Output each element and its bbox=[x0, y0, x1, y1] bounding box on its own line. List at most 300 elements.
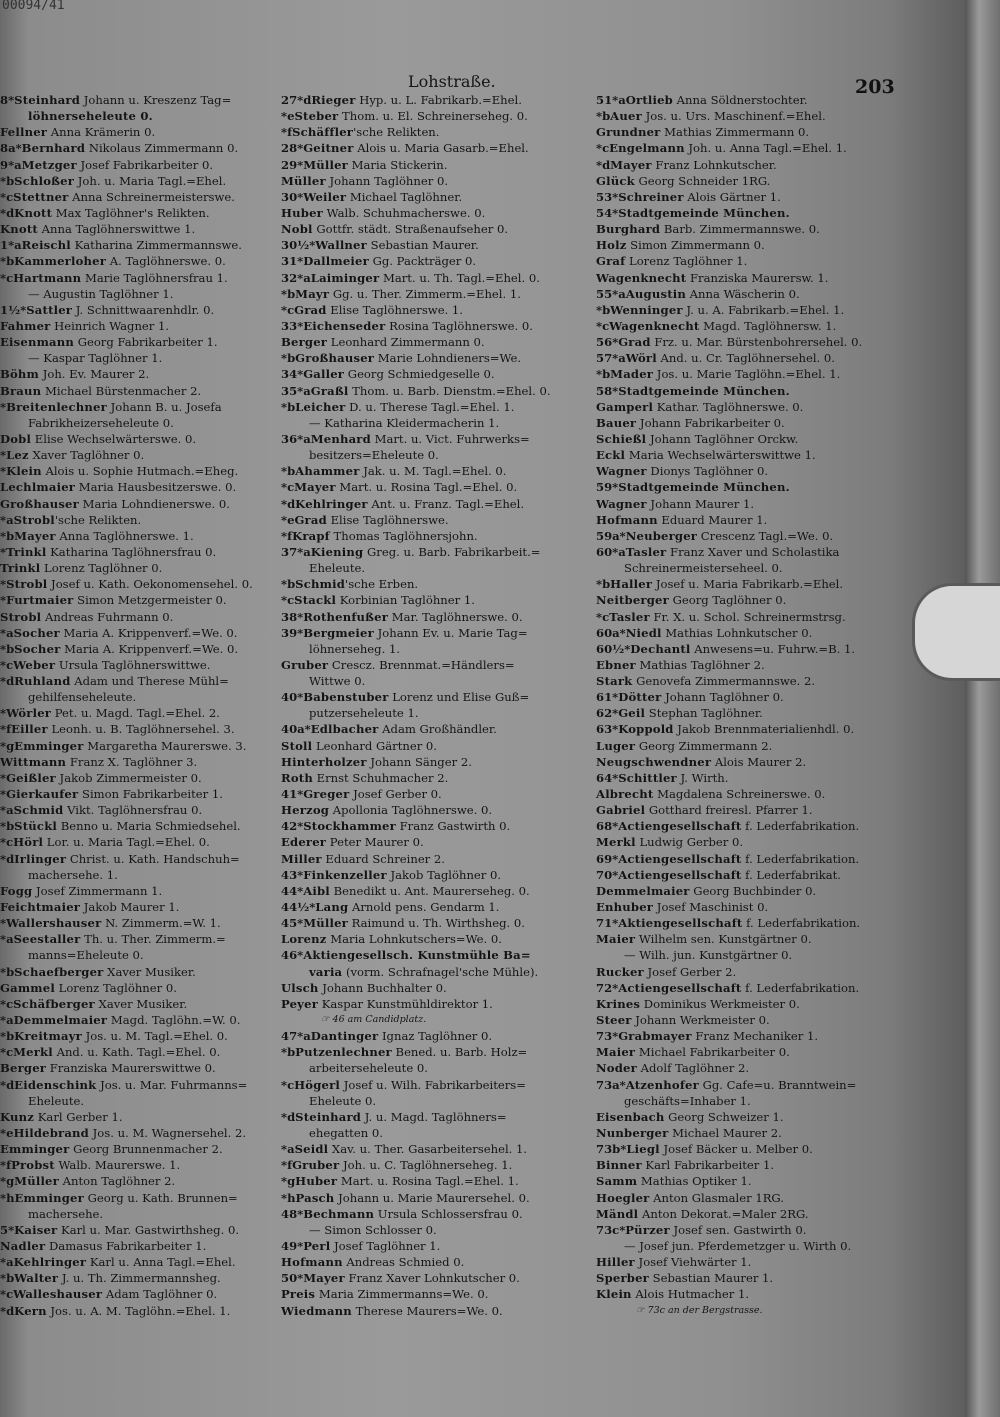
entry-text: Hyp. u. L. Fabrikarb.=Ehel. bbox=[355, 93, 522, 107]
entry-text: Lorenz und Elise Guß= bbox=[388, 690, 530, 705]
directory-entry bbox=[281, 657, 599, 673]
entry-text: Alois Maurer 2. bbox=[711, 754, 807, 769]
surname: Mayer bbox=[294, 480, 336, 495]
entry-text: Ant. u. Franz. Tagl.=Ehel. bbox=[367, 496, 525, 511]
surname: Kehlringer bbox=[295, 496, 368, 511]
entry-text: Eduard Schreiner 2. bbox=[321, 851, 445, 866]
directory-entry bbox=[0, 851, 288, 867]
house-number: 38* bbox=[281, 609, 304, 624]
entry-text: Jos. u. Marie Taglöhn.=Ehel. 1. bbox=[653, 367, 841, 382]
directory-entry bbox=[596, 738, 908, 754]
house-number: 68* bbox=[596, 819, 619, 834]
surname: Dantinger bbox=[310, 1029, 379, 1044]
entry-text: Joh. u. C. Taglöhnerseheg. 1. bbox=[339, 1158, 513, 1173]
directory-entry bbox=[596, 851, 908, 867]
surname: Bauer bbox=[596, 415, 637, 430]
surname: Fellner bbox=[0, 125, 48, 140]
entry-text: Jos. u. M. Wagnersehel. 2. bbox=[88, 1126, 247, 1140]
directory-entry bbox=[596, 1077, 908, 1093]
surname: Berger bbox=[281, 335, 328, 350]
house-number: * bbox=[0, 544, 7, 559]
surname: Augustin bbox=[625, 286, 686, 301]
surname: Lez bbox=[6, 448, 29, 463]
directory-entry bbox=[596, 1206, 908, 1222]
surname: Grad bbox=[294, 512, 327, 527]
directory-entry bbox=[596, 818, 908, 834]
column-middle bbox=[281, 92, 599, 1319]
surname: Irlinger bbox=[14, 851, 67, 866]
entry-text: Alois Gärtner 1. bbox=[683, 189, 781, 204]
house-number: *d bbox=[0, 851, 15, 866]
directory-entry bbox=[281, 867, 599, 883]
surname: Eisenmann bbox=[0, 335, 75, 350]
entry-text: 'sche Relikten. bbox=[54, 512, 142, 527]
entry-text: Georg Zimmermann 2. bbox=[635, 738, 773, 753]
entry-text: Georg Buchbinder 0. bbox=[689, 883, 817, 898]
surname: Actiengesellschaft bbox=[618, 980, 742, 995]
surname: Koppold bbox=[618, 722, 674, 737]
entry-text: And. u. Kath. Tagl.=Ehel. 0. bbox=[52, 1045, 221, 1060]
surname: Aibl bbox=[303, 883, 330, 898]
surname: Perl bbox=[303, 1238, 331, 1253]
directory-entry bbox=[281, 818, 599, 834]
surname: Schäfberger bbox=[13, 996, 95, 1011]
directory-entry bbox=[596, 1270, 908, 1286]
entry-text: Margaretha Maurerswe. 3. bbox=[83, 738, 247, 753]
house-number: *b bbox=[281, 399, 296, 414]
surname: Müller bbox=[14, 1174, 59, 1189]
surname: Stockhammer bbox=[303, 819, 396, 834]
surname: Böhm bbox=[0, 367, 40, 382]
house-number: 59* bbox=[596, 480, 619, 495]
surname: Stadtgemeinde München. bbox=[618, 480, 790, 495]
entry-text: Raimund u. Th. Wirthsheg. 0. bbox=[347, 916, 525, 931]
house-number: * bbox=[0, 593, 7, 608]
house-number: 41* bbox=[281, 787, 304, 802]
directory-entry bbox=[281, 189, 599, 205]
entry-text: Josef Bäcker u. Melber 0. bbox=[659, 1142, 813, 1157]
column-left bbox=[0, 92, 288, 1319]
surname: Ederer bbox=[281, 835, 327, 850]
surname: Feichtmaier bbox=[0, 900, 81, 915]
entry-text: Katharina Taglöhnersfrau 0. bbox=[46, 544, 217, 559]
entry-text: Wittwe 0. bbox=[309, 674, 366, 689]
entry-text: Pet. u. Magd. Tagl.=Ehel. 2. bbox=[51, 706, 220, 721]
surname: Schreiner bbox=[618, 189, 684, 204]
surname: Kammerloher bbox=[14, 254, 107, 269]
book-page-edge bbox=[965, 0, 1000, 1417]
surname: Breitenlechner bbox=[6, 399, 107, 414]
surname: Eckl bbox=[596, 448, 626, 463]
directory-entry bbox=[281, 834, 599, 850]
house-number: 30½* bbox=[281, 238, 316, 253]
house-number: *b bbox=[281, 464, 296, 479]
entry-text: Crescz. Brennmat.=Händlers= bbox=[328, 657, 515, 672]
entry-text: Ludwig Gerber 0. bbox=[635, 835, 744, 850]
directory-entry bbox=[596, 721, 908, 737]
entry-text: Adolf Taglöhner 2. bbox=[636, 1061, 750, 1076]
directory-entry bbox=[281, 237, 599, 253]
surname: Probst bbox=[11, 1158, 55, 1173]
house-number: 53* bbox=[596, 189, 619, 204]
surname: Walleshauser bbox=[13, 1287, 103, 1302]
surname: Knott bbox=[0, 222, 38, 237]
entry-text: Fabrikheizerseheleute 0. bbox=[28, 415, 174, 430]
entry-text: f. Lederfabrikation. bbox=[741, 980, 860, 995]
surname: Seestaller bbox=[13, 932, 81, 947]
directory-entry bbox=[281, 883, 599, 899]
surname: Stoll bbox=[281, 738, 313, 753]
entry-text: Elise Wechselwärterswe. 0. bbox=[31, 431, 197, 446]
surname: Hofmann bbox=[596, 512, 658, 527]
surname: Steinhard bbox=[14, 93, 81, 107]
entry-text: (vorm. Schrafnagel'sche Mühle). bbox=[342, 964, 539, 979]
surname: Ruhland bbox=[14, 674, 71, 689]
entry-text: gehilfenseheleute. bbox=[28, 690, 137, 705]
surname: Actiengesellschaft bbox=[618, 819, 742, 834]
entry-text: Xaver Musiker. bbox=[103, 964, 196, 979]
directory-entry bbox=[596, 383, 908, 399]
surname: Wagner bbox=[596, 464, 647, 479]
entry-text: Christ. u. Kath. Handschuh= bbox=[66, 851, 240, 866]
entry-text: Leonh. u. B. Taglöhnersehel. 3. bbox=[47, 722, 235, 737]
entry-text: Michael Bürstenmacher 2. bbox=[41, 383, 202, 398]
entry-text: Damasus Fabrikarbeiter 1. bbox=[45, 1238, 207, 1253]
directory-entry bbox=[0, 1270, 288, 1286]
entry-text: Anna Taglöhnerswittwe 1. bbox=[37, 222, 196, 237]
directory-entry bbox=[596, 915, 908, 931]
directory-entry bbox=[281, 770, 599, 786]
house-number: 44* bbox=[281, 883, 304, 898]
surname: Schaefberger bbox=[14, 964, 104, 979]
entry-text: Kathar. Taglöhnerswe. 0. bbox=[653, 399, 804, 414]
directory-entry bbox=[596, 657, 908, 673]
entry-continuation bbox=[596, 560, 908, 576]
directory-entry bbox=[0, 1044, 288, 1060]
entry-text: Johann Taglöhner 0. bbox=[325, 173, 449, 188]
directory-entry bbox=[281, 947, 599, 963]
surname: Sperber bbox=[596, 1271, 649, 1286]
entry-text: Adam Taglöhner 0. bbox=[102, 1287, 218, 1302]
surname: Wörl bbox=[625, 351, 657, 366]
entry-text: — Kaspar Taglöhner 1. bbox=[28, 351, 163, 366]
entry-text: Georg Taglöhner 0. bbox=[668, 593, 787, 608]
entry-text: Josef Taglöhner 1. bbox=[330, 1238, 441, 1253]
entry-text: Joh. Ev. Maurer 2. bbox=[39, 367, 150, 382]
entry-continuation bbox=[281, 1125, 599, 1141]
house-number: *b bbox=[0, 1271, 15, 1286]
directory-entry bbox=[281, 108, 599, 124]
directory-entry bbox=[0, 189, 288, 205]
directory-entry bbox=[0, 1028, 288, 1044]
entry-text: Mathias Zimmermann 0. bbox=[660, 125, 810, 140]
surname: Ulsch bbox=[281, 980, 319, 995]
surname: Strobl bbox=[6, 577, 48, 592]
directory-entry bbox=[0, 673, 288, 689]
entry-text: Walb. Maurerswe. 1. bbox=[54, 1158, 181, 1173]
house-number: 31* bbox=[281, 254, 304, 269]
surname: Eichenseder bbox=[303, 318, 386, 333]
surname: Babenstuber bbox=[303, 690, 389, 705]
house-number: *b bbox=[281, 286, 296, 301]
surname: Steinhard bbox=[295, 1109, 362, 1124]
surname: Wiedmann bbox=[281, 1303, 352, 1318]
surname: Atzenhofer bbox=[625, 1077, 699, 1092]
entry-text: Josef u. Maria Fabrikarb.=Ehel. bbox=[652, 577, 844, 592]
directory-entry bbox=[281, 463, 599, 479]
directory-entry bbox=[596, 1254, 908, 1270]
directory-entry bbox=[281, 1028, 599, 1044]
directory-entry bbox=[596, 399, 908, 415]
surname: Gruber bbox=[281, 657, 329, 672]
entry-text: Anna Taglöhnerswe. 1. bbox=[55, 528, 194, 543]
entry-text: Bened. u. Barb. Holz= bbox=[391, 1045, 528, 1060]
entry-text: Gottfr. städt. Straßenaufseher 0. bbox=[312, 222, 509, 237]
house-number: *c bbox=[281, 1077, 295, 1092]
entry-text: Mart. u. Th. Tagl.=Ehel. 0. bbox=[379, 270, 540, 285]
entry-text: Jos. u. A. M. Taglöhn.=Ehel. 1. bbox=[46, 1303, 231, 1318]
directory-entry bbox=[596, 996, 908, 1012]
surname: Greger bbox=[303, 787, 350, 802]
entry-text: N. Zimmerm.=W. 1. bbox=[101, 916, 221, 931]
entry-text: — Simon Schlosser 0. bbox=[309, 1222, 437, 1237]
surname: Stettner bbox=[13, 189, 69, 204]
surname: Galler bbox=[303, 367, 345, 382]
entry-continuation bbox=[596, 1238, 908, 1254]
surname: Aktiengesellschaft bbox=[618, 916, 743, 931]
surname: Wagner bbox=[596, 496, 647, 511]
page-number: 203 bbox=[855, 76, 895, 98]
entry-text: Maria A. Krippenverf.=We. 0. bbox=[59, 625, 238, 640]
directory-entry bbox=[0, 237, 288, 253]
entry-text: Mathias Optiker 1. bbox=[637, 1174, 752, 1189]
surname: Emminger bbox=[14, 738, 84, 753]
surname: Roth bbox=[281, 770, 313, 785]
surname: Rieger bbox=[311, 93, 356, 107]
directory-entry bbox=[281, 996, 599, 1012]
directory-entry bbox=[0, 479, 288, 495]
surname: Kiening bbox=[310, 544, 364, 559]
entry-text: Benedikt u. Ant. Maurerseheg. 0. bbox=[329, 883, 530, 898]
entry-text: Gg. Packträger 0. bbox=[368, 254, 477, 269]
entry-text: putzerseheleute 1. bbox=[309, 706, 419, 721]
entry-text: geschäfts=Inhaber 1. bbox=[624, 1093, 751, 1108]
entry-continuation bbox=[0, 108, 288, 124]
surname: Geitner bbox=[303, 141, 354, 156]
house-number: *c bbox=[596, 141, 610, 156]
directory-entry bbox=[596, 1190, 908, 1206]
house-number: *c bbox=[0, 1045, 14, 1060]
directory-entry bbox=[281, 851, 599, 867]
directory-entry bbox=[596, 108, 908, 124]
entry-text: Joh. u. Maria Tagl.=Ehel. bbox=[74, 173, 227, 188]
surname: Ortlieb bbox=[625, 93, 673, 107]
house-number: *a bbox=[281, 1142, 295, 1157]
directory-entry bbox=[596, 705, 908, 721]
directory-entry bbox=[596, 221, 908, 237]
directory-entry bbox=[596, 496, 908, 512]
house-number: *a bbox=[0, 512, 14, 527]
entry-text: D. u. Therese Tagl.=Ehel. 1. bbox=[345, 399, 515, 414]
directory-entry bbox=[281, 576, 599, 592]
house-number: 63* bbox=[596, 722, 619, 737]
directory-entry bbox=[596, 1173, 908, 1189]
directory-entry bbox=[0, 447, 288, 463]
house-number: 8* bbox=[0, 93, 15, 107]
entry-text: Franziska Maurerswittwe 0. bbox=[46, 1061, 216, 1076]
directory-entry bbox=[0, 318, 288, 334]
directory-entry bbox=[596, 544, 908, 560]
directory-entry bbox=[596, 834, 908, 850]
house-number: *d bbox=[0, 205, 15, 220]
entry-text: f. Lederfabrikat. bbox=[741, 867, 841, 882]
surname: Müller bbox=[281, 173, 326, 188]
entry-text: Elise Taglöhnerswe. bbox=[326, 512, 449, 527]
entry-text: Anton Dekorat.=Maler 2RG. bbox=[638, 1206, 809, 1221]
directory-entry bbox=[596, 802, 908, 818]
entry-text: Franz Xaver und Scholastika bbox=[666, 544, 840, 559]
house-number: *c bbox=[0, 835, 14, 850]
entry-text: Leonhard Gärtner 0. bbox=[312, 738, 437, 753]
house-number: *b bbox=[0, 528, 15, 543]
surname: Huber bbox=[281, 205, 323, 220]
house-number: *b bbox=[281, 351, 296, 366]
entry-text: Walb. Schuhmacherswe. 0. bbox=[322, 205, 486, 220]
directory-entry bbox=[596, 512, 908, 528]
entry-text: Mathias Taglöhner 2. bbox=[635, 657, 765, 672]
surname: Engelmann bbox=[609, 141, 685, 156]
directory-entry bbox=[596, 1286, 908, 1302]
entry-text: Jos. u. Urs. Maschinenf.=Ehel. bbox=[641, 109, 826, 124]
surname: Grundner bbox=[596, 125, 661, 140]
directory-entry bbox=[596, 883, 908, 899]
directory-entry bbox=[0, 1012, 288, 1028]
entry-text: J. Wirth. bbox=[676, 770, 729, 785]
house-number: *c bbox=[281, 302, 295, 317]
directory-entry bbox=[596, 189, 908, 205]
house-number: 73a* bbox=[596, 1077, 626, 1092]
house-number: *c bbox=[281, 593, 295, 608]
directory-entry bbox=[596, 253, 908, 269]
entry-text: Genovefa Zimmermannswe. 2. bbox=[632, 674, 816, 689]
house-number: 56* bbox=[596, 335, 619, 350]
directory-entry bbox=[0, 1303, 288, 1319]
entry-text: Kaspar Kunstmühldirektor 1. bbox=[318, 996, 493, 1011]
entry-text: Stephan Taglöhner. bbox=[645, 706, 763, 721]
surname: Weiler bbox=[303, 189, 347, 204]
house-number: 51*a bbox=[596, 93, 626, 107]
directory-entry bbox=[596, 1044, 908, 1060]
directory-entry bbox=[0, 205, 288, 221]
house-number: 47*a bbox=[281, 1029, 311, 1044]
surname: Trinkl bbox=[6, 544, 47, 559]
surname: Wörler bbox=[6, 706, 52, 721]
directory-entry bbox=[281, 479, 599, 495]
surname: Strobl bbox=[13, 512, 55, 527]
directory-entry bbox=[0, 1254, 288, 1270]
directory-entry bbox=[281, 302, 599, 318]
entry-text: Josef Zimmermann 1. bbox=[32, 883, 163, 898]
surname: Emminger bbox=[14, 1190, 84, 1205]
entry-text: Elise Taglöhnerswe. 1. bbox=[326, 302, 463, 317]
house-number: *a bbox=[0, 932, 14, 947]
directory-entry bbox=[0, 366, 288, 382]
house-number: *b bbox=[0, 254, 15, 269]
house-number: *f bbox=[281, 528, 293, 543]
surname: Haller bbox=[610, 577, 653, 592]
entry-text: Jakob Maurer 1. bbox=[80, 900, 180, 915]
entry-text: Mathias Lohnkutscher 0. bbox=[661, 625, 813, 640]
directory-entry bbox=[0, 1173, 288, 1189]
directory-entry bbox=[281, 786, 599, 802]
surname: Nadler bbox=[0, 1238, 46, 1253]
entry-text: — Katharina Kleidermacherin 1. bbox=[309, 415, 500, 430]
surname: Braun bbox=[0, 383, 42, 398]
house-number: 61* bbox=[596, 690, 619, 705]
entry-continuation bbox=[281, 560, 599, 576]
surname: Lorenz bbox=[281, 932, 327, 947]
house-number: 28* bbox=[281, 141, 304, 156]
directory-entry bbox=[0, 592, 288, 608]
house-number: *f bbox=[0, 722, 12, 737]
directory-entry bbox=[596, 609, 908, 625]
surname: Tasler bbox=[625, 544, 667, 559]
surname: Eisenbach bbox=[596, 1109, 665, 1124]
entry-text: Mart. u. Vict. Fuhrwerks= bbox=[370, 431, 530, 446]
house-number: 58* bbox=[596, 383, 619, 398]
surname: Demmelmaier bbox=[13, 1013, 108, 1028]
entry-text: Karl Gerber 1. bbox=[34, 1109, 123, 1124]
entry-text: Korbinian Taglöhner 1. bbox=[336, 593, 475, 608]
entry-text: besitzers=Eheleute 0. bbox=[309, 448, 439, 463]
house-number: 73* bbox=[596, 1029, 619, 1044]
surname: Lechlmaier bbox=[0, 480, 76, 495]
directory-entry bbox=[596, 980, 908, 996]
directory-entry bbox=[281, 738, 599, 754]
surname: Aktiengesellsch. Kunstmühle Ba= bbox=[303, 948, 531, 963]
entry-text: Vikt. Taglöhnersfrau 0. bbox=[63, 803, 203, 818]
directory-entry bbox=[0, 431, 288, 447]
directory-entry bbox=[281, 689, 599, 705]
directory-entry bbox=[281, 1044, 599, 1060]
surname: Gruber bbox=[292, 1158, 340, 1173]
entry-text: Andreas Fuhrmann 0. bbox=[41, 609, 174, 624]
surname: Müller bbox=[303, 157, 348, 172]
entry-note: ☞ 46 am Candidplatz. bbox=[321, 1014, 427, 1026]
directory-entry bbox=[0, 1238, 288, 1254]
entry-text: Anna Krämerin 0. bbox=[47, 125, 156, 140]
entry-text: Frz. u. Mar. Bürstenbohrersehel. 0. bbox=[650, 335, 863, 350]
house-number: 73c* bbox=[596, 1222, 626, 1237]
directory-entry bbox=[281, 1141, 599, 1157]
directory-entry bbox=[596, 786, 908, 802]
entry-text: Johann Fabrikarbeiter 0. bbox=[636, 415, 785, 430]
entry-text: Arnold pens. Gendarm 1. bbox=[348, 900, 500, 915]
surname: Krines bbox=[596, 996, 641, 1011]
entry-text: Simon Fabrikarbeiter 1. bbox=[78, 787, 223, 802]
surname: Wallershauser bbox=[6, 916, 102, 931]
surname: Wittmann bbox=[0, 754, 67, 769]
surname: Stackl bbox=[294, 593, 337, 608]
house-number: *b bbox=[596, 109, 611, 124]
entry-text: Anton Glasmaler 1RG. bbox=[649, 1190, 784, 1205]
entry-text: Dominikus Werkmeister 0. bbox=[640, 996, 800, 1011]
entry-text: Dionys Taglöhner 0. bbox=[646, 464, 769, 479]
house-number: 70* bbox=[596, 867, 619, 882]
directory-entry bbox=[281, 1270, 599, 1286]
house-number: 48* bbox=[281, 1206, 304, 1221]
surname: Steber bbox=[294, 109, 339, 124]
